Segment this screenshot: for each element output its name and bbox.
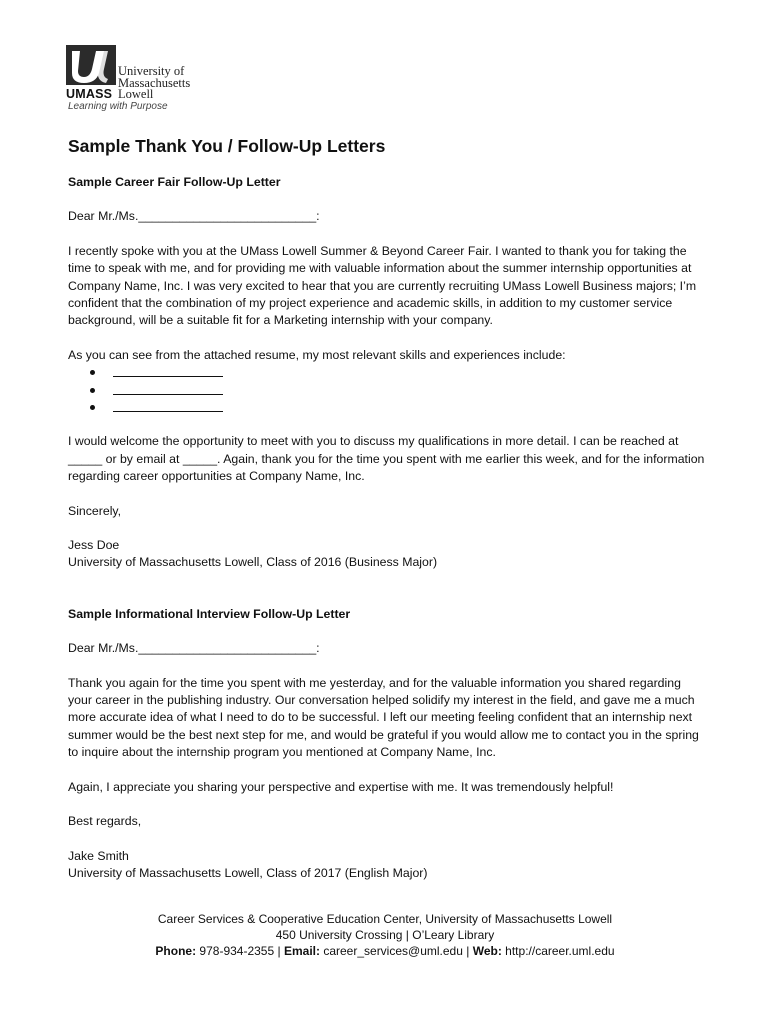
letter1-paragraph-3: I would welcome the opportunity to meet with you to discuss my qualifications in more detail. I can be reached at _____ or by email at _____. Again, thank you for the time you spent with me earlier this week, and for the information regarding career opportunities at Company Name, Inc. bbox=[68, 434, 705, 484]
footer-line-2: 450 University Crossing | O’Leary Library bbox=[275, 928, 495, 942]
blank-line bbox=[113, 382, 223, 395]
footer-email-link[interactable]: career_services@uml.edu bbox=[323, 944, 463, 958]
footer-line-1: Career Services & Cooperative Education Center, University of Massachusetts Lowell bbox=[157, 912, 613, 926]
letter2-signature-affiliation: University of Massachusetts Lowell, Class of 2017 (English Major) bbox=[68, 865, 428, 880]
page-footer bbox=[0, 911, 770, 959]
letter1-salutation: Dear Mr./Ms.__________________________: bbox=[68, 209, 320, 224]
list-item bbox=[68, 382, 708, 399]
footer-email-label: Email: bbox=[283, 944, 320, 958]
footer-web-link[interactable]: http://career.uml.edu bbox=[505, 944, 615, 958]
footer-web-label: Web: bbox=[472, 944, 502, 958]
list-item bbox=[68, 399, 708, 416]
letter2-paragraph-1: Thank you again for the time you spent with me yesterday, and for the valuable information you shared regarding your career in the publishing industry. Our conversation helped solidify my interest in the field, and gave me a much more accurate idea of what I need to do to be successful. I left our meeting feeling confident that an internship next summer would be the best next step for me, and would be grateful if you would allow me to contact you in the spring to inquire about the internship program you mentioned at Company Name, Inc. bbox=[68, 675, 699, 760]
letter1-signature-affiliation: University of Massachusetts Lowell, Class of 2016 (Business Major) bbox=[68, 555, 438, 570]
page-title: Sample Thank You / Follow-Up Letters bbox=[68, 136, 386, 156]
umass-lowell-logo bbox=[66, 45, 226, 117]
letter1-bullet-list bbox=[68, 364, 708, 416]
footer-separator: | bbox=[466, 944, 470, 958]
letter2-closing: Best regards, bbox=[68, 814, 142, 829]
logo-umass-text: UMASS bbox=[66, 87, 113, 101]
logo-university-text: University of Massachusetts bbox=[118, 64, 191, 90]
logo-tagline: Learning with Purpose bbox=[68, 101, 168, 112]
umass-logo-mark-icon bbox=[66, 45, 116, 91]
list-item bbox=[68, 364, 708, 381]
footer-separator: | bbox=[277, 944, 281, 958]
document-body bbox=[68, 135, 708, 882]
letter1-closing: Sincerely, bbox=[68, 503, 122, 518]
letter2-heading: Sample Informational Interview Follow-Up Letter bbox=[68, 606, 351, 621]
logo-lowell-text: Lowell bbox=[118, 87, 154, 101]
letter2-salutation: Dear Mr./Ms.__________________________: bbox=[68, 641, 320, 656]
footer-phone-label: Phone: bbox=[155, 944, 197, 958]
letter2-paragraph-2: Again, I appreciate you sharing your perspective and expertise with me. It was tremendously helpful! bbox=[68, 779, 614, 794]
blank-line bbox=[113, 399, 223, 412]
letter1-heading: Sample Career Fair Follow-Up Letter bbox=[68, 175, 281, 189]
footer-contact-line bbox=[0, 943, 770, 959]
letter1-paragraph-1: I recently spoke with you at the UMass Lowell Summer & Beyond Career Fair. I wanted to thank you for taking the time to speak with me, and for providing me with valuable information about the summer internship opportunities at Company Name, Inc. I was very excited to hear that you are currently recruiting UMass Lowell Business majors; I’m confident that the combination of my project experience and academic skills, in addition to my customer service background, will be a suitable fit for a Marketing internship with your company. bbox=[68, 243, 697, 328]
blank-line bbox=[113, 364, 223, 377]
letter1-paragraph-2: As you can see from the attached resume, my most relevant skills and experiences include: bbox=[68, 347, 566, 362]
footer-phone: 978-934-2355 bbox=[199, 944, 275, 958]
letter1-signature-name: Jess Doe bbox=[68, 538, 120, 553]
letter2-signature-name: Jake Smith bbox=[68, 848, 129, 863]
